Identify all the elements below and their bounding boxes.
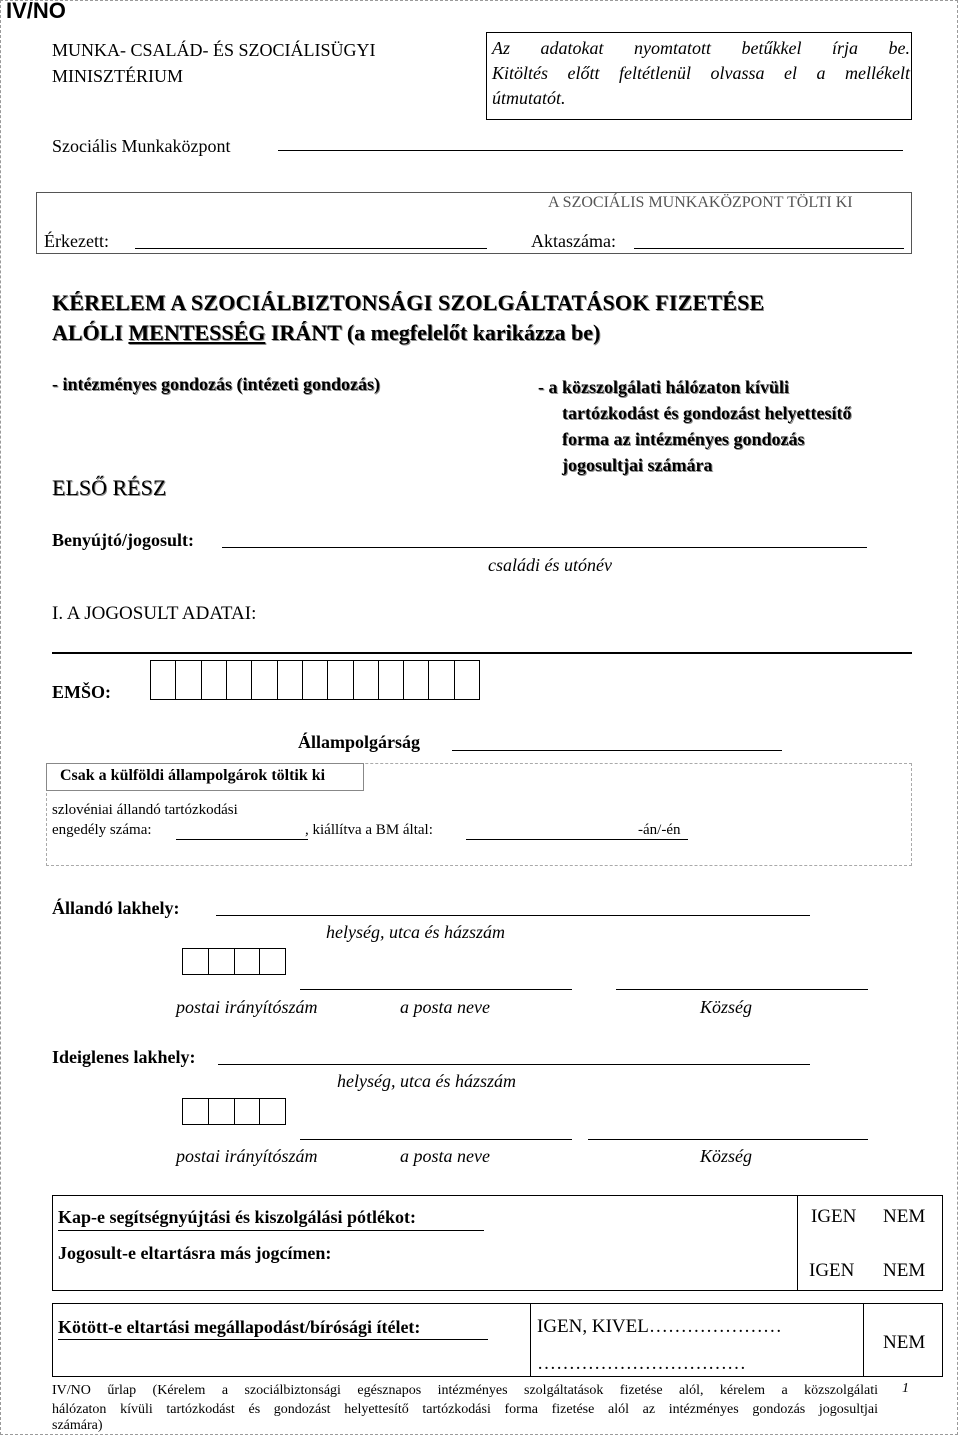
permanent-post-office-caption: a posta neve (400, 997, 490, 1017)
part-one-heading: ELSŐ RÉSZ (52, 475, 167, 500)
temporary-post-office-field[interactable] (300, 1139, 572, 1140)
social-center-field[interactable] (278, 150, 903, 151)
permanent-postal-caption: postai irányítószám (176, 997, 318, 1017)
citizenship-field[interactable] (452, 750, 782, 751)
temporary-address-caption: helység, utca és házszám (337, 1071, 516, 1091)
q3-yes-with[interactable]: IGEN, KIVEL………………… (537, 1316, 782, 1337)
foreign-heading: Csak a külföldi állampolgárok töltik ki (60, 767, 326, 784)
citizenship-label: Állampolgárság (298, 732, 421, 752)
question-maintenance-entitlement: Jogosult-e eltartásra más jogcímen: (58, 1243, 332, 1263)
q1-yes[interactable]: IGEN (811, 1206, 857, 1227)
permanent-post-office-field[interactable] (300, 989, 572, 990)
ministry-name (52, 37, 376, 89)
option-alternative-line-1: - a közszolgálati hálózaton kívüli (538, 377, 790, 397)
permit-line-1: szlovéniai állandó tartózkodási (52, 802, 238, 818)
applicant-name-field[interactable] (222, 547, 867, 548)
questions-box-divider (797, 1195, 798, 1291)
temporary-municipality-field[interactable] (588, 1139, 868, 1140)
temporary-postal-cells[interactable] (182, 1098, 286, 1125)
temporary-address-label: Ideiglenes lakhely: (52, 1047, 196, 1067)
q3-no[interactable]: NEM (883, 1332, 926, 1353)
office-use-heading: A SZOCIÁLIS MUNKAKÖZPONT TÖLTI KI (548, 194, 853, 211)
file-number-label: Aktaszáma: (531, 231, 616, 251)
instructions-line-1: Az adatokat nyomtatott betűkkel írja be. (492, 38, 910, 58)
form-title-line-1: KÉRELEM A SZOCIÁLBIZTONSÁGI SZOLGÁLTATÁSOK FIZETÉSE (52, 290, 765, 315)
q1-no[interactable]: NEM (883, 1206, 926, 1227)
instructions-box (486, 32, 912, 120)
section-one-heading: I. A JOGOSULT ADATAI: (52, 603, 257, 624)
date-suffix: -án/-én (638, 822, 681, 838)
ministry-line-1: MUNKA- CSALÁD- ÉS SZOCIÁLISÜGYI (52, 40, 376, 60)
permit-number-field[interactable] (176, 839, 308, 840)
contract-box-divider-1 (530, 1303, 531, 1377)
footer-line-3: számára) (52, 1418, 103, 1433)
footer-line-1: IV/NO űrlap (Kérelem a szociálbiztonsági egésznapos intézményes szolgáltatások fizetése alól, kérelem a közszolgálati (52, 1383, 878, 1398)
emso-cells[interactable] (150, 660, 480, 700)
received-field[interactable] (135, 248, 487, 249)
q1-underline (58, 1230, 484, 1231)
file-number-field[interactable] (634, 248, 904, 249)
received-label: Érkezett: (44, 231, 109, 251)
permanent-municipality-caption: Község (700, 997, 753, 1017)
issued-by-label: , kiállítva a BM által: (305, 822, 433, 838)
contract-box-divider-2 (863, 1303, 864, 1377)
permanent-postal-cells[interactable] (182, 948, 286, 975)
permanent-address-caption: helység, utca és házszám (326, 922, 505, 942)
option-alternative-line-3: forma az intézményes gondozás (562, 429, 805, 449)
permanent-address-label: Állandó lakhely: (52, 898, 180, 918)
section-divider (52, 652, 912, 654)
q2-yes[interactable]: IGEN (809, 1260, 855, 1281)
instructions-line-3: útmutatót. (492, 88, 566, 108)
form-title-line-2: ALÓLI MENTESSÉG IRÁNT (a megfelelőt karikázza be) (52, 320, 601, 345)
temporary-municipality-caption: Község (700, 1146, 753, 1166)
footer-text (52, 1381, 878, 1419)
option-alternative-line-2: tartózkodást és gondozást helyettesítő (562, 403, 852, 423)
applicant-caption: családi és utónév (488, 555, 612, 575)
question-maintenance-contract: Kötött-e eltartási megállapodást/bírósági ítélet: (58, 1317, 421, 1337)
q2-no[interactable]: NEM (883, 1260, 926, 1281)
option-institutional-care[interactable]: - intézményes gondozás (intézeti gondozás) (52, 374, 380, 394)
issue-date-field[interactable] (466, 839, 688, 840)
instructions-line-2: Kitöltés előtt feltétlenül olvassa el a mellékelt (492, 63, 910, 83)
q3-underline (58, 1339, 488, 1340)
question-care-allowance: Kap-e segítségnyújtási és kiszolgálási pótlékot: (58, 1207, 416, 1227)
q3-dots: …………………………… (537, 1353, 746, 1374)
form-code: IV/NO (6, 0, 66, 23)
page-number: 1 (902, 1381, 909, 1396)
permit-line-2: engedély száma: (52, 822, 152, 838)
ministry-line-2: MINISZTÉRIUM (52, 66, 183, 86)
option-alternative-care[interactable] (538, 374, 851, 478)
permanent-address-field[interactable] (216, 915, 810, 916)
footer-line-2: hálózaton kívüli tartózkodást és gondozást helyettesítő tartózkodási forma fizetése alól az intézményes gondozás jogosultjai (52, 1402, 878, 1417)
maintenance-contract-box (52, 1303, 943, 1377)
option-alternative-line-4: jogosultjai számára (562, 455, 713, 475)
permanent-municipality-field[interactable] (616, 989, 868, 990)
temporary-postal-caption: postai irányítószám (176, 1146, 318, 1166)
temporary-address-field[interactable] (218, 1064, 810, 1065)
emso-label: EMŠO: (52, 682, 112, 702)
social-center-label: Szociális Munkaközpont (52, 136, 231, 156)
applicant-label: Benyújtó/jogosult: (52, 530, 195, 550)
temporary-post-office-caption: a posta neve (400, 1146, 490, 1166)
